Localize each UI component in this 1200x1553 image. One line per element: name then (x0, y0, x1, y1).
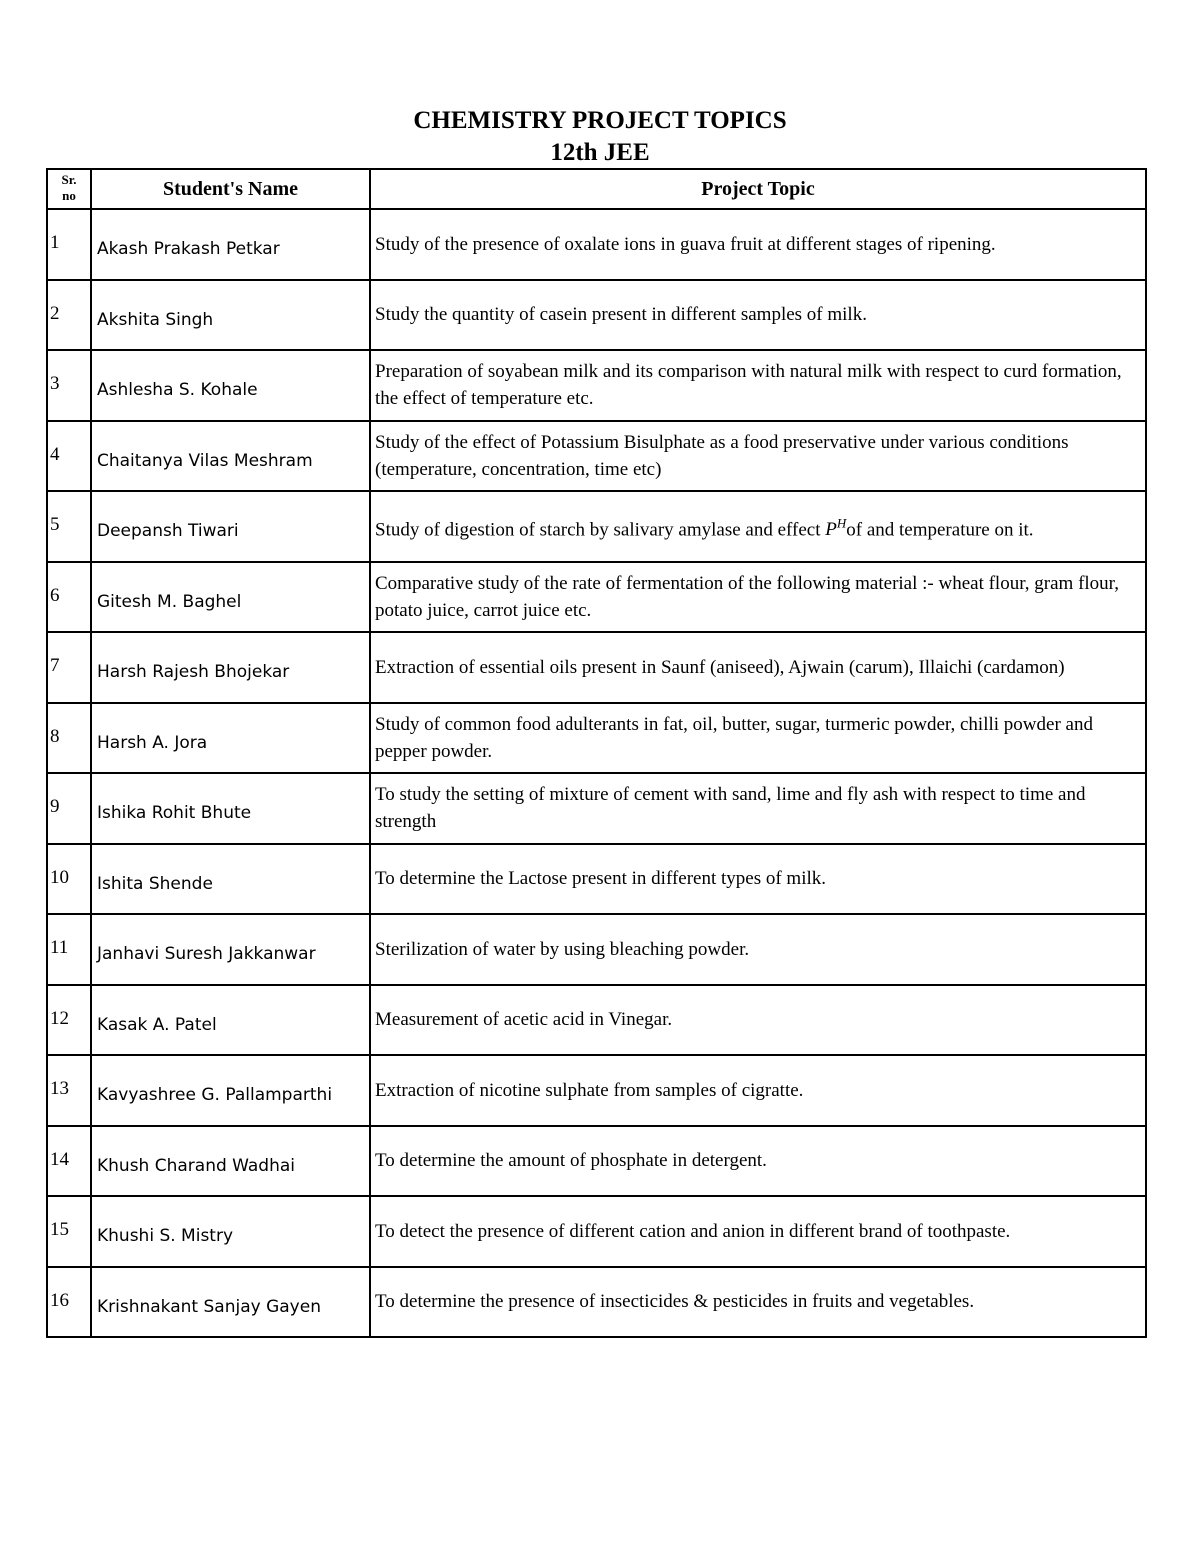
student-name-cell: Krishnakant Sanjay Gayen (91, 1267, 370, 1338)
header-sr-no (47, 169, 91, 209)
project-topic-cell: Extraction of nicotine sulphate from samples of cigratte. (370, 1055, 1146, 1126)
sr-cell: 8 (47, 703, 91, 774)
student-name-cell: Harsh Rajesh Bhojekar (91, 632, 370, 703)
student-name-cell: Ashlesha S. Kohale (91, 350, 370, 421)
project-topics-table (46, 168, 1147, 1338)
project-topic-cell: Study the quantity of casein present in different samples of milk. (370, 280, 1146, 351)
page-subtitle: 12th JEE (550, 139, 650, 166)
table-row (47, 209, 1146, 280)
sr-cell: 5 (47, 491, 91, 562)
topic-text-before: Study of digestion of starch by salivary amylase and effect (375, 518, 826, 540)
header-sr-line1: Sr. (61, 172, 77, 187)
table-row (47, 914, 1146, 985)
table-row (47, 421, 1146, 492)
project-topic-cell: To determine the Lactose present in different types of milk. (370, 844, 1146, 915)
student-name-cell: Ishita Shende (91, 844, 370, 915)
project-topic-cell: To detect the presence of different cation and anion in different brand of toothpaste. (370, 1196, 1146, 1267)
ph-h: H (836, 515, 847, 531)
project-topic-cell: To determine the presence of insecticides & pesticides in fruits and vegetables. (370, 1267, 1146, 1338)
project-topic-cell (370, 491, 1146, 562)
table-header-row (47, 169, 1146, 209)
student-name-cell: Khush Charand Wadhai (91, 1126, 370, 1197)
ph-symbol (825, 515, 847, 540)
student-name-cell: Ishika Rohit Bhute (91, 773, 370, 844)
student-name-cell: Harsh A. Jora (91, 703, 370, 774)
sr-cell: 6 (47, 562, 91, 633)
project-topic-cell: Comparative study of the rate of fermentation of the following material :- wheat flour, gram flour, potato juice, carrot juice etc. (370, 562, 1146, 633)
project-topic-cell: To determine the amount of phosphate in detergent. (370, 1126, 1146, 1197)
ph-p: P (825, 518, 837, 540)
sr-cell: 13 (47, 1055, 91, 1126)
table-row (47, 1126, 1146, 1197)
sr-cell: 15 (47, 1196, 91, 1267)
student-name-cell: Deepansh Tiwari (91, 491, 370, 562)
topic-text-after: of and temperature on it. (846, 518, 1034, 540)
sr-cell: 7 (47, 632, 91, 703)
project-topic-cell: Preparation of soyabean milk and its comparison with natural milk with respect to curd formation, the effect of temperature etc. (370, 350, 1146, 421)
project-topic-cell: Study of the presence of oxalate ions in guava fruit at different stages of ripening. (370, 209, 1146, 280)
project-topic-cell: Study of the effect of Potassium Bisulphate as a food preservative under various conditions (temperature, concentration, time etc) (370, 421, 1146, 492)
table-row (47, 491, 1146, 562)
sr-cell: 3 (47, 350, 91, 421)
sr-cell: 1 (47, 209, 91, 280)
student-name-cell: Kavyashree G. Pallamparthi (91, 1055, 370, 1126)
header-project-topic: Project Topic (370, 169, 1146, 209)
table-row (47, 1055, 1146, 1126)
table-row (47, 703, 1146, 774)
project-topic-cell: To study the setting of mixture of cement with sand, lime and fly ash with respect to time and strength (370, 773, 1146, 844)
sr-cell: 2 (47, 280, 91, 351)
student-name-cell: Khushi S. Mistry (91, 1196, 370, 1267)
header-student-name: Student's Name (91, 169, 370, 209)
table-row (47, 773, 1146, 844)
project-topic-cell: Study of common food adulterants in fat, oil, butter, sugar, turmeric powder, chilli powder and pepper powder. (370, 703, 1146, 774)
project-topic-cell: Measurement of acetic acid in Vinegar. (370, 985, 1146, 1056)
table-row (47, 844, 1146, 915)
table-row (47, 985, 1146, 1056)
sr-cell: 14 (47, 1126, 91, 1197)
student-name-cell: Akshita Singh (91, 280, 370, 351)
student-name-cell: Chaitanya Vilas Meshram (91, 421, 370, 492)
sr-cell: 12 (47, 985, 91, 1056)
sr-cell: 9 (47, 773, 91, 844)
sr-cell: 10 (47, 844, 91, 915)
table-row (47, 562, 1146, 633)
table-row (47, 350, 1146, 421)
student-name-cell: Akash Prakash Petkar (91, 209, 370, 280)
student-name-cell: Gitesh M. Baghel (91, 562, 370, 633)
table-row (47, 1267, 1146, 1338)
table-row (47, 280, 1146, 351)
table-row (47, 632, 1146, 703)
header-sr-line2: no (62, 188, 76, 203)
page-title: CHEMISTRY PROJECT TOPICS (413, 107, 787, 134)
sr-cell: 4 (47, 421, 91, 492)
project-topic-cell: Sterilization of water by using bleaching powder. (370, 914, 1146, 985)
project-topic-cell: Extraction of essential oils present in Saunf (aniseed), Ajwain (carum), Illaichi (cardamon) (370, 632, 1146, 703)
table-row (47, 1196, 1146, 1267)
sr-cell: 16 (47, 1267, 91, 1338)
student-name-cell: Janhavi Suresh Jakkanwar (91, 914, 370, 985)
student-name-cell: Kasak A. Patel (91, 985, 370, 1056)
sr-cell: 11 (47, 914, 91, 985)
